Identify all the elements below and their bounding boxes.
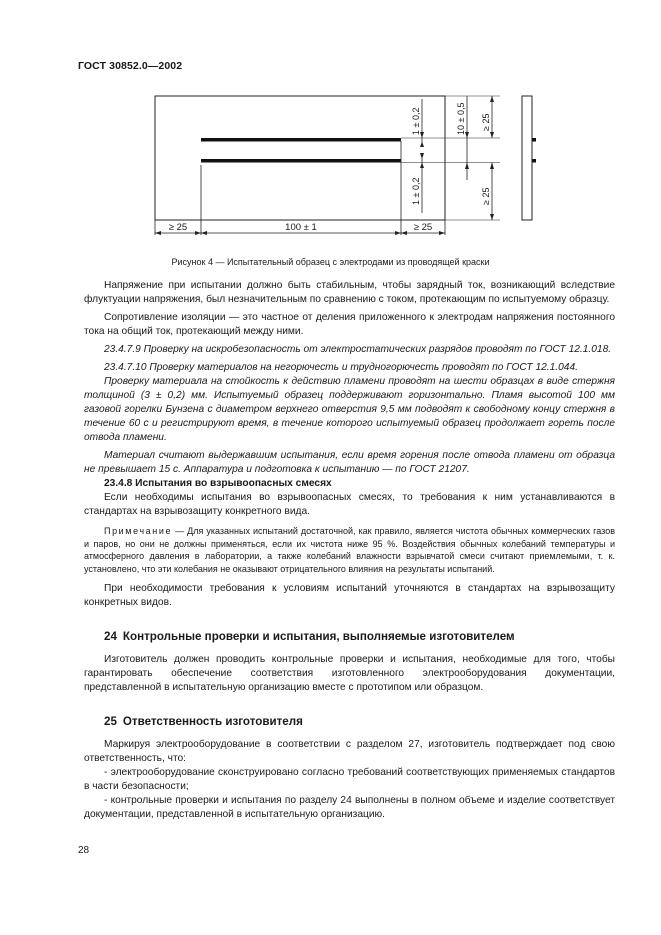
dim-electrode-thickness-top: 1 ± 0,2 (411, 107, 421, 135)
dim-top-margin: ≥ 25 (481, 113, 491, 131)
list-item: - контрольные проверки и испытания по разделу 24 выполнены в полном объеме и изделие соответствует документации, представленной в испытательную организацию. (84, 795, 615, 820)
page-number: 28 (78, 845, 90, 856)
dim-left-margin: ≥ 25 (168, 222, 188, 233)
side-electrode-bottom (532, 159, 536, 163)
specimen-side-view (522, 96, 532, 220)
dim-electrode-thickness-bottom: 1 ± 0,2 (411, 177, 421, 205)
note-label: Примечание (104, 526, 173, 536)
side-electrode-top (532, 138, 536, 142)
subsection-title: 23.4.8 Испытания во взрывоопасных смесях (104, 478, 332, 489)
figure-caption: Рисунок 4 — Испытательный образец с электродами из проводящей краски (171, 257, 490, 267)
dim-electrode-gap: 10 ± 0,5 (456, 102, 466, 135)
dim-electrode-length: 100 ± 1 (285, 222, 317, 233)
electrode-top (201, 138, 401, 142)
section-number: 25 (104, 715, 117, 728)
electrode-bottom (201, 159, 401, 163)
paragraph: Если необходимы испытания во взрывоопасных смесях, то требования к ним устанавливаются в стандартах на взрывозащиту конкретного вида. (84, 492, 615, 517)
specimen-outline (155, 96, 445, 220)
paragraph: При необходимости требования к условиям испытаний уточняются в стандартах на взрывозащиту конкретных видов. (84, 583, 615, 608)
section-number: 24 (104, 630, 117, 643)
note-text: — Для указанных испытаний достаточной, как правило, является чистота обычных коммерческих газов и паров, но они не должны применяться, если их чистота ниже 95 %. Воздействия обычных колебаний температуры и атмосферного давления в лаборатории, а также колебаний влажности взрывчатой смеси считают приемлемыми, т. к. установлено, что эти колебания не оказывают отрицательного влияния на результаты испытаний. (84, 526, 615, 574)
section-title: Контрольные проверки и испытания, выполняемые изготовителем (122, 630, 515, 643)
specimen-drawing (140, 85, 550, 245)
page-header: ГОСТ 30852.0—2002 (78, 60, 183, 72)
clause-23-4-7-9: 23.4.7.9 Проверку на искробезопасность от электростатических разрядов проводят по ГОСТ 12.1.018. (104, 344, 612, 355)
section-25-heading (84, 715, 615, 729)
dim-right-margin: ≥ 25 (413, 222, 433, 233)
paragraph: Проверку материала на стойкость к действию пламени проводят на шести образцах в виде стержня толщиной (3 ± 0,2) мм. Испытуемый образец поддерживают горизонтально. Пламя высотой 100 мм газовой горелки Бунзена с диаметром верхнего отверстия 9,5 мм подводят к свободному концу стержня в течение 60 с и регистрируют время, в течение которого испытуемый образец продолжает гореть после отвода пламени. (84, 376, 615, 443)
note (84, 525, 615, 575)
dim-bottom-margin: ≥ 25 (481, 187, 491, 205)
section-24-heading (84, 630, 615, 644)
list-item: - электрооборудование сконструировано согласно требований соответствующих применяемых стандартов в части безопасности; (84, 767, 615, 792)
main-text (84, 279, 615, 822)
figure-specimen-diagram (140, 85, 550, 245)
paragraph: Маркируя электрооборудование в соответствии с разделом 27, изготовитель подтверждает под свою ответственность, что: (84, 739, 615, 764)
clause-23-4-7-10: 23.4.7.10 Проверку материалов на негорючесть и трудногорючесть проводят по ГОСТ 12.1.044. (104, 362, 578, 373)
paragraph: Напряжение при испытании должно быть стабильным, чтобы зарядный ток, возникающий вследствие флуктуации напряжения, был незначительным по сравнению с током, протекающим по испытуемому образцу. (84, 280, 615, 305)
paragraph: Сопротивление изоляции — это частное от деления приложенного к электродам напряжения постоянного тока на общий ток, протекающий между ними. (84, 312, 615, 337)
paragraph: Материал считают выдержавшим испытания, если время горения после отвода пламени от образца не превышает 15 с. Аппаратура и подготовка к испытанию — по ГОСТ 21207. (84, 450, 615, 475)
section-title: Ответственность изготовителя (122, 715, 303, 728)
paragraph: Изготовитель должен проводить контрольные проверки и испытания, необходимые для того, чтобы гарантировать обеспечение соответствия изготовленного электрооборудования документации, представленной в испытательную организацию вместе с прототипом или образцом. (84, 654, 615, 693)
